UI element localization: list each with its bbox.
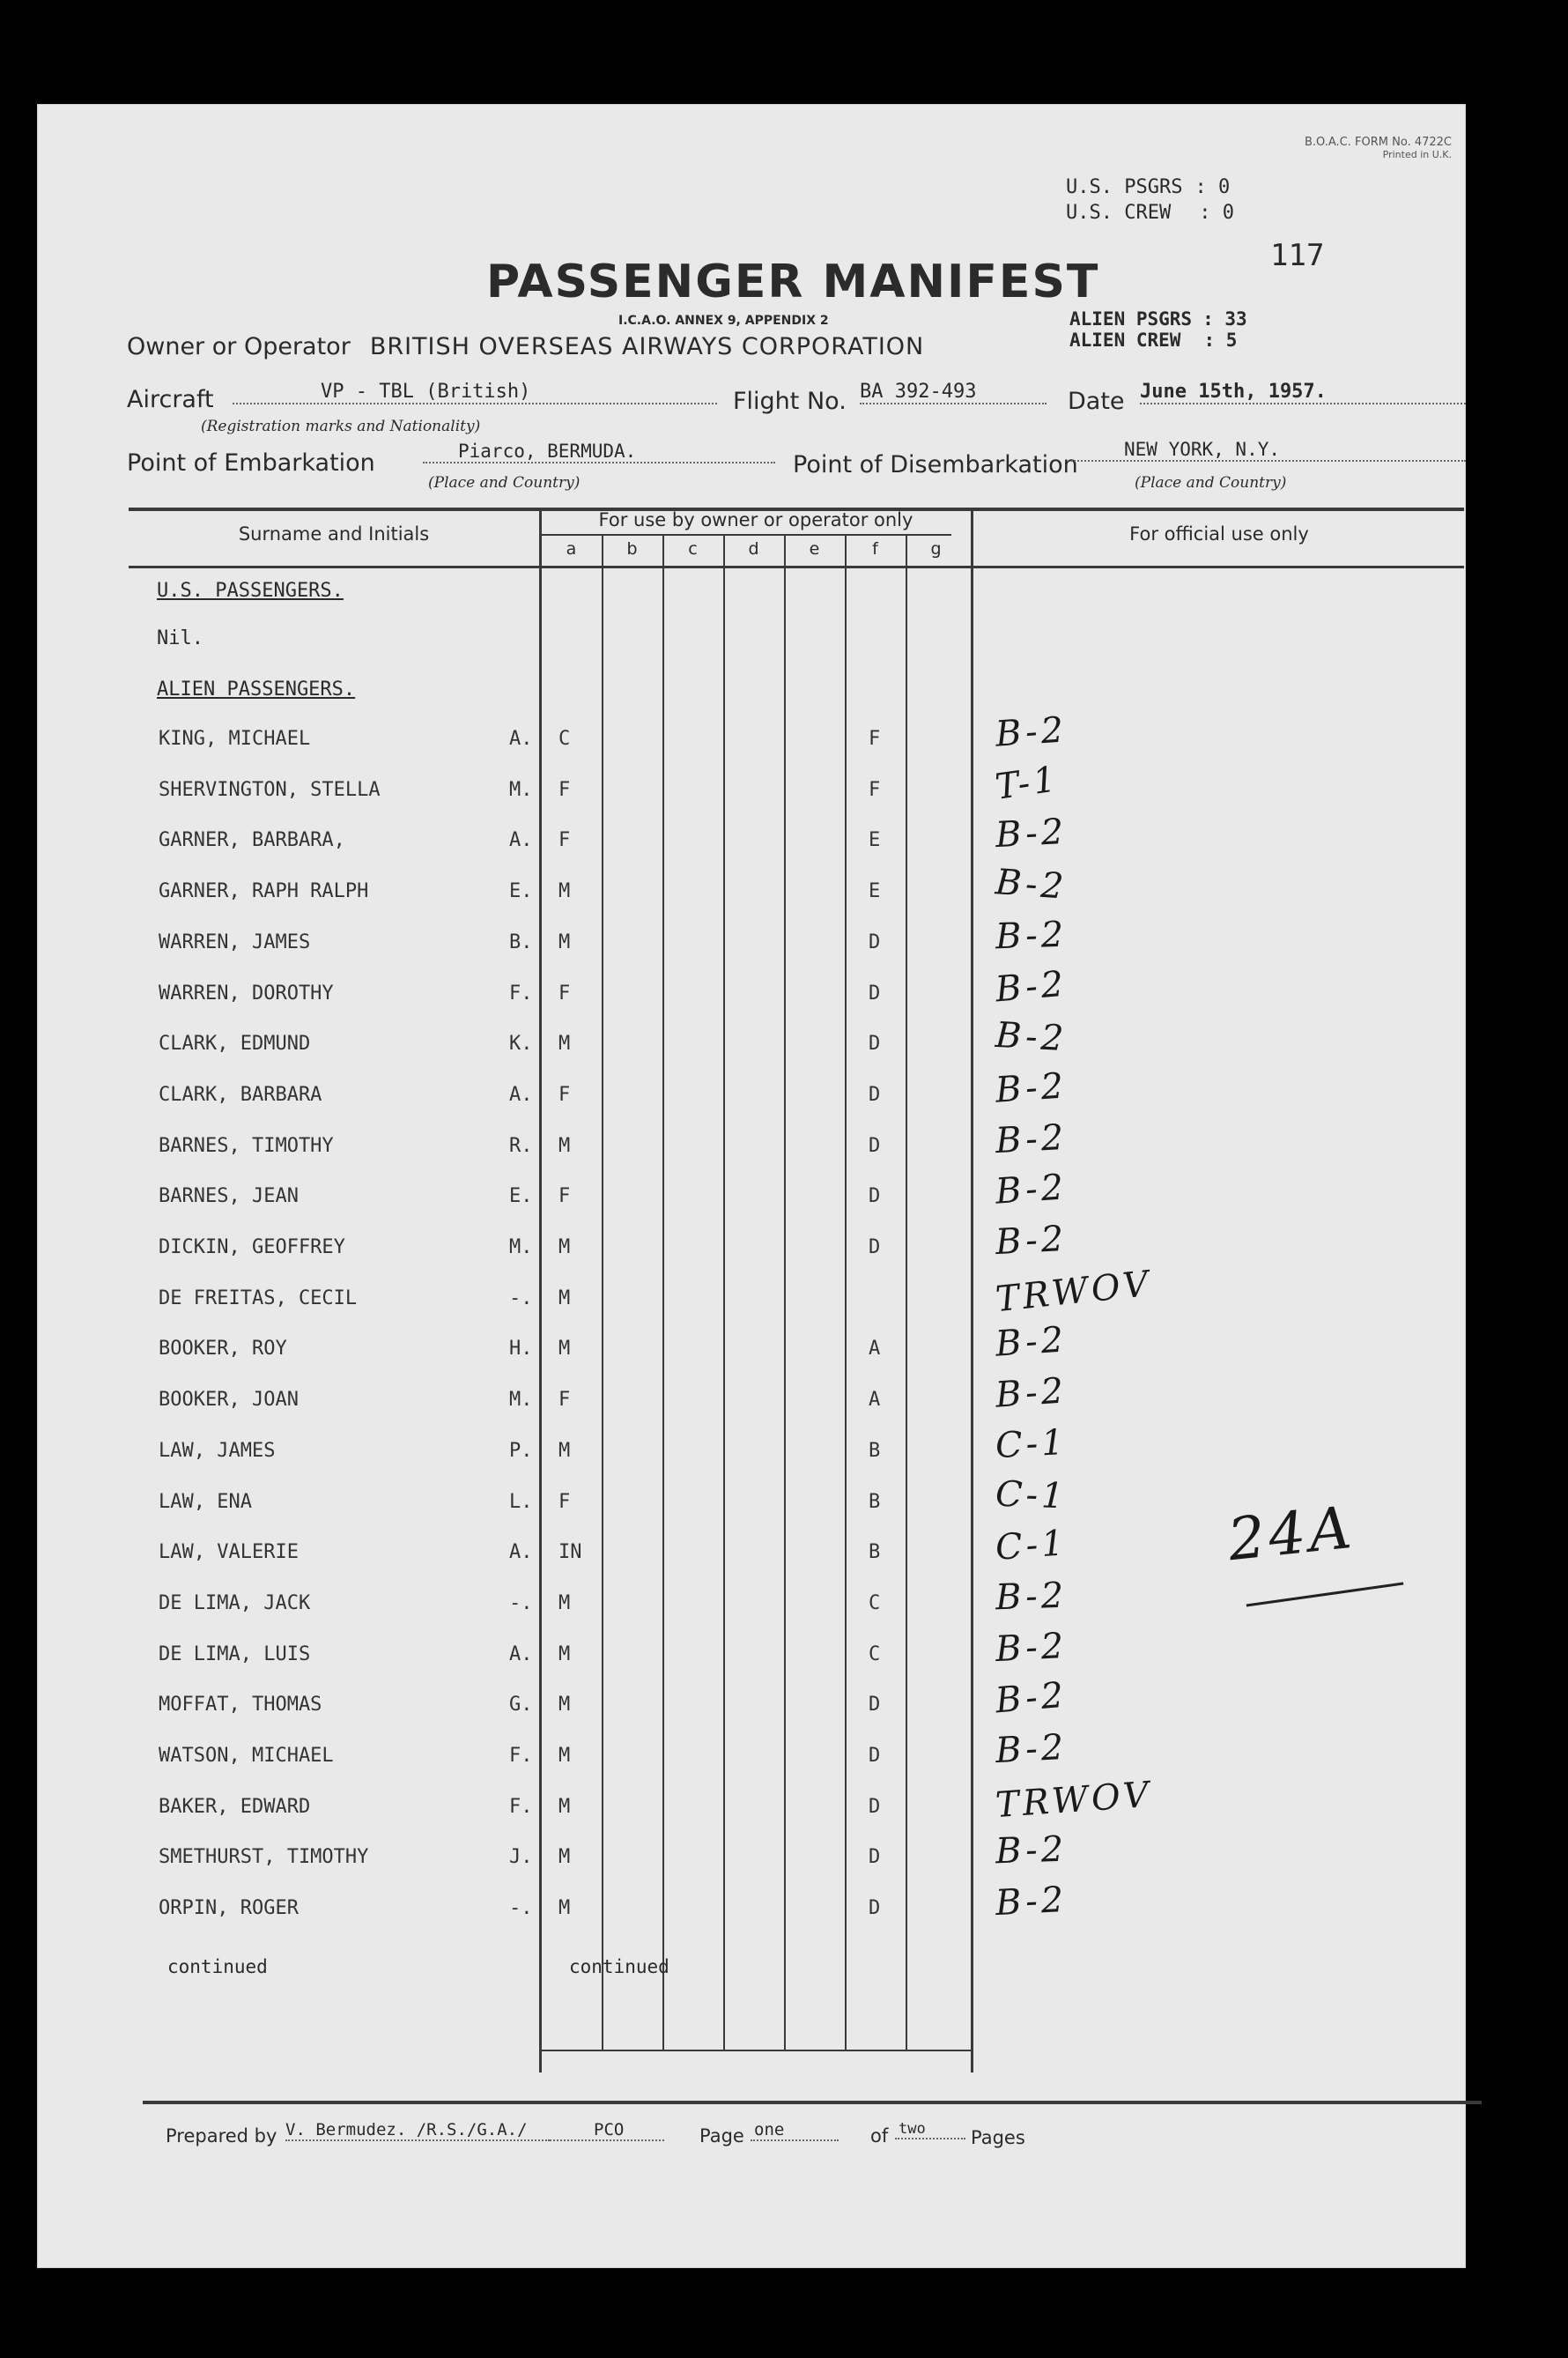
passenger-col-a: F xyxy=(558,982,571,1005)
owner-row xyxy=(127,333,924,360)
us-psgrs-value: : 0 xyxy=(1194,176,1231,198)
passenger-name: WARREN, DOROTHY xyxy=(159,982,334,1005)
passenger-col-f: D xyxy=(869,982,881,1005)
disembark-label: Point of Disembarkation xyxy=(793,451,1078,478)
passenger-col-a: C xyxy=(558,728,571,750)
passenger-col-a: M xyxy=(558,1338,571,1360)
passenger-col-a: F xyxy=(558,779,571,801)
passenger-col-a: M xyxy=(558,1236,571,1258)
passenger-name: DE FREITAS, CECIL xyxy=(159,1287,358,1309)
passenger-initial: E. xyxy=(509,1185,533,1207)
passenger-official-mark: B-2 xyxy=(994,1625,1069,1671)
passenger-col-f: D xyxy=(869,1846,881,1868)
passenger-col-f: F xyxy=(869,728,881,750)
passenger-col-a: M xyxy=(558,1287,571,1309)
passenger-col-a: M xyxy=(558,1592,571,1614)
subcol-divider xyxy=(906,536,907,2051)
passenger-initial: M. xyxy=(509,1389,533,1411)
continued-left: continued xyxy=(167,1956,268,1977)
passenger-name: DE LIMA, LUIS xyxy=(159,1643,311,1665)
passenger-official-mark: B-2 xyxy=(994,963,1069,1011)
subcol-divider xyxy=(784,536,786,2051)
passenger-initial: R. xyxy=(509,1135,533,1157)
passenger-col-f: B xyxy=(869,1491,881,1513)
passenger-initial: -. xyxy=(509,1287,533,1309)
passenger-official-mark: C-1 xyxy=(994,1523,1069,1568)
passenger-official-mark: B-2 xyxy=(994,1674,1069,1722)
passenger-name: MOFFAT, THOMAS xyxy=(159,1694,322,1716)
subcol-label-c: c xyxy=(688,539,698,559)
alien-counts xyxy=(1069,308,1247,351)
passenger-col-a: F xyxy=(558,1084,571,1106)
passenger-col-f: D xyxy=(869,1745,881,1767)
subcol-divider xyxy=(662,536,664,2051)
col-name-header: Surname and Initials xyxy=(238,523,430,545)
passenger-col-f: D xyxy=(869,1135,881,1157)
passenger-name: LAW, JAMES xyxy=(159,1440,276,1462)
us-counts xyxy=(1066,176,1234,224)
passenger-initial: K. xyxy=(509,1033,533,1055)
us-crew-label: U.S. CREW xyxy=(1066,202,1172,224)
passenger-official-mark: C-1 xyxy=(994,1421,1069,1467)
passenger-col-a: M xyxy=(558,880,571,902)
subcol-divider xyxy=(845,536,847,2051)
owner-label: Owner or Operator xyxy=(127,333,351,360)
passenger-col-f: D xyxy=(869,1897,881,1919)
passenger-col-a: M xyxy=(558,1897,571,1919)
passenger-col-a: IN xyxy=(558,1541,582,1563)
subcol-label-g: g xyxy=(930,539,942,559)
passenger-col-f: D xyxy=(869,1236,881,1258)
disembark-note: (Place and Country) xyxy=(1135,474,1287,492)
passenger-col-f: E xyxy=(869,880,881,902)
passenger-initial: P. xyxy=(509,1440,533,1462)
passenger-official-mark: B-2 xyxy=(994,1879,1069,1924)
passenger-initial: A. xyxy=(509,1643,533,1665)
passenger-col-f: D xyxy=(869,1694,881,1716)
passenger-official-mark: TRWOV xyxy=(994,1774,1154,1827)
form-number xyxy=(1231,136,1452,160)
official-mark-underline xyxy=(1246,1582,1404,1606)
owner-value: BRITISH OVERSEAS AIRWAYS CORPORATION xyxy=(369,333,925,360)
passenger-initial: F. xyxy=(509,982,533,1005)
passenger-col-a: F xyxy=(558,829,571,851)
alien-psgrs-value: : 33 xyxy=(1202,308,1247,330)
passenger-initial: -. xyxy=(509,1592,533,1614)
us-crew-value: : 0 xyxy=(1199,202,1234,224)
passenger-name: DICKIN, GEOFFREY xyxy=(159,1236,345,1258)
passenger-name: SHERVINGTON, STELLA xyxy=(159,779,381,801)
passenger-name: BOOKER, JOAN xyxy=(159,1389,299,1411)
passenger-col-f: F xyxy=(869,779,881,801)
passenger-initial: L. xyxy=(509,1491,533,1513)
table-bottom-rule xyxy=(143,2101,1482,2104)
embark-note: (Place and Country) xyxy=(428,474,581,492)
page-subtitle: I.C.A.O. ANNEX 9, APPENDIX 2 xyxy=(618,314,829,328)
flight-value: BA 392-493 xyxy=(860,381,1047,404)
manifest-page xyxy=(37,104,1466,2268)
passenger-name: BAKER, EDWARD xyxy=(159,1796,311,1818)
passenger-col-a: M xyxy=(558,1643,571,1665)
table-header-rule xyxy=(129,566,1464,568)
passenger-initial: B. xyxy=(509,931,533,953)
passenger-name: WATSON, MICHAEL xyxy=(159,1745,334,1767)
passenger-official-mark: B-2 xyxy=(994,1065,1069,1111)
official-col-divider xyxy=(971,508,973,2073)
passenger-col-a: M xyxy=(558,1745,571,1767)
prepared-org: PCO xyxy=(550,2120,664,2141)
passenger-name: ORPIN, ROGER xyxy=(159,1897,299,1919)
embark-label: Point of Embarkation xyxy=(127,449,375,477)
passenger-official-mark: B-2 xyxy=(994,1116,1069,1162)
passenger-name: GARNER, RAPH RALPH xyxy=(159,880,369,902)
passenger-col-a: M xyxy=(558,1033,571,1055)
passenger-col-a: M xyxy=(558,1135,571,1157)
passenger-name: CLARK, BARBARA xyxy=(159,1084,322,1106)
aircraft-value: VP - TBL (British) xyxy=(233,381,717,404)
passenger-official-mark: B-2 xyxy=(994,862,1069,908)
footer-row xyxy=(166,2120,1328,2155)
us-psgrs-label: U.S. PSGRS xyxy=(1066,176,1183,198)
passenger-initial: J. xyxy=(509,1846,533,1868)
subcol-label-a: a xyxy=(566,539,577,559)
page-value: one xyxy=(751,2120,839,2141)
col-official-header: For official use only xyxy=(1129,523,1309,545)
passenger-name: GARNER, BARBARA, xyxy=(159,829,345,851)
passenger-col-f: B xyxy=(869,1541,881,1563)
subcol-label-d: d xyxy=(748,539,759,559)
passenger-col-f: D xyxy=(869,1084,881,1106)
subcol-divider xyxy=(723,536,725,2051)
passenger-col-a: M xyxy=(558,1440,571,1462)
prepared-value: V. Bermudez. /R.S./G.A./ xyxy=(285,2120,550,2141)
alien-crew-value: : 5 xyxy=(1203,330,1238,351)
passenger-official-mark: B-2 xyxy=(994,1167,1069,1212)
alien-psgrs-label: ALIEN PSGRS xyxy=(1069,308,1193,330)
passenger-official-mark: B-2 xyxy=(994,1014,1069,1060)
page-title: PASSENGER MANIFEST xyxy=(486,256,1100,308)
of-label: of xyxy=(870,2125,889,2147)
passenger-initial: A. xyxy=(509,1084,533,1106)
passenger-name: KING, MICHAEL xyxy=(159,728,311,750)
continued-mid: continued xyxy=(569,1956,669,1977)
printed-text: Printed in U.K. xyxy=(1382,149,1452,160)
form-number-text: B.O.A.C. FORM No. 4722C xyxy=(1305,136,1452,149)
passenger-initial: A. xyxy=(509,728,533,750)
passenger-initial: F. xyxy=(509,1796,533,1818)
passenger-name: DE LIMA, JACK xyxy=(159,1592,311,1614)
passenger-official-mark: B-2 xyxy=(995,914,1068,958)
passenger-official-mark: B-2 xyxy=(994,1726,1069,1772)
date-label: Date xyxy=(1068,388,1125,415)
subcol-label-f: f xyxy=(872,539,878,559)
disembark-value: NEW YORK, N.Y. xyxy=(1071,439,1466,462)
col-owner-header: For use by owner or operator only xyxy=(598,509,913,530)
section-alien-passengers: ALIEN PASSENGERS. xyxy=(157,678,356,701)
of-value: two xyxy=(895,2120,965,2139)
passenger-col-a: F xyxy=(558,1491,571,1513)
passenger-official-mark: TRWOV xyxy=(994,1263,1154,1321)
aircraft-note: (Registration marks and Nationality) xyxy=(201,418,481,435)
passenger-col-a: M xyxy=(558,931,571,953)
passenger-name: CLARK, EDMUND xyxy=(159,1033,311,1055)
passenger-initial: E. xyxy=(509,880,533,902)
official-handwritten-mark: 24A xyxy=(1224,1493,1358,1575)
passenger-official-mark: B-2 xyxy=(994,1319,1069,1365)
flight-label: Flight No. xyxy=(733,388,847,415)
passenger-name: BARNES, JEAN xyxy=(159,1185,299,1207)
passenger-official-mark: B-2 xyxy=(995,1828,1068,1872)
section-us-passengers: U.S. PASSENGERS. xyxy=(157,580,344,602)
page-number: 117 xyxy=(1270,238,1325,273)
passenger-col-f: A xyxy=(869,1389,881,1411)
passenger-col-a: M xyxy=(558,1694,571,1716)
passenger-name: BARNES, TIMOTHY xyxy=(159,1135,334,1157)
passenger-initial: A. xyxy=(509,829,533,851)
passenger-col-f: D xyxy=(869,1185,881,1207)
aircraft-label: Aircraft xyxy=(127,386,214,413)
passenger-official-mark: B-2 xyxy=(994,1218,1069,1264)
subcol-label-b: b xyxy=(626,539,638,559)
pages-label: Pages xyxy=(971,2127,1025,2148)
subcol-divider xyxy=(602,536,603,2051)
passenger-col-f: C xyxy=(869,1643,881,1665)
passenger-name: LAW, ENA xyxy=(159,1491,252,1513)
aircraft-row xyxy=(127,381,1466,421)
passenger-col-f: E xyxy=(869,829,881,851)
passenger-official-mark: C-1 xyxy=(995,1473,1069,1517)
date-value: June 15th, 1957. xyxy=(1140,381,1466,404)
embark-value: Piarco, BERMUDA. xyxy=(423,441,775,463)
passenger-official-mark: T-1 xyxy=(993,759,1062,808)
passenger-col-a: M xyxy=(558,1846,571,1868)
passenger-initial: -. xyxy=(509,1897,533,1919)
passenger-col-f: D xyxy=(869,1033,881,1055)
passenger-name: SMETHURST, TIMOTHY xyxy=(159,1846,369,1868)
passenger-col-a: M xyxy=(558,1796,571,1818)
passenger-col-f: C xyxy=(869,1592,881,1614)
alien-crew-label: ALIEN CREW xyxy=(1069,330,1181,351)
passenger-name: WARREN, JAMES xyxy=(159,931,311,953)
passenger-official-mark: B-2 xyxy=(994,811,1069,856)
name-col-divider xyxy=(539,508,542,2073)
passenger-initial: H. xyxy=(509,1338,533,1360)
passenger-initial: M. xyxy=(509,1236,533,1258)
passenger-col-a: F xyxy=(558,1389,571,1411)
page-label: Page xyxy=(699,2125,744,2147)
passenger-col-f: D xyxy=(869,1796,881,1818)
prepared-label: Prepared by xyxy=(166,2125,277,2147)
passenger-name: BOOKER, ROY xyxy=(159,1338,287,1360)
passenger-initial: M. xyxy=(509,779,533,801)
passenger-official-mark: B-2 xyxy=(994,709,1069,755)
passenger-initial: F. xyxy=(509,1745,533,1767)
passenger-initial: G. xyxy=(509,1694,533,1716)
passenger-official-mark: B-2 xyxy=(995,1575,1068,1619)
passenger-col-f: B xyxy=(869,1440,881,1462)
subcol-label-e: e xyxy=(809,539,820,559)
section-nil: Nil. xyxy=(157,627,203,649)
passenger-initial: A. xyxy=(509,1541,533,1563)
embark-row xyxy=(127,441,1466,476)
passenger-col-f: A xyxy=(869,1338,881,1360)
passenger-col-a: F xyxy=(558,1185,571,1207)
passenger-official-mark: B-2 xyxy=(994,1370,1069,1416)
passenger-name: LAW, VALERIE xyxy=(159,1541,299,1563)
passenger-col-f: D xyxy=(869,931,881,953)
